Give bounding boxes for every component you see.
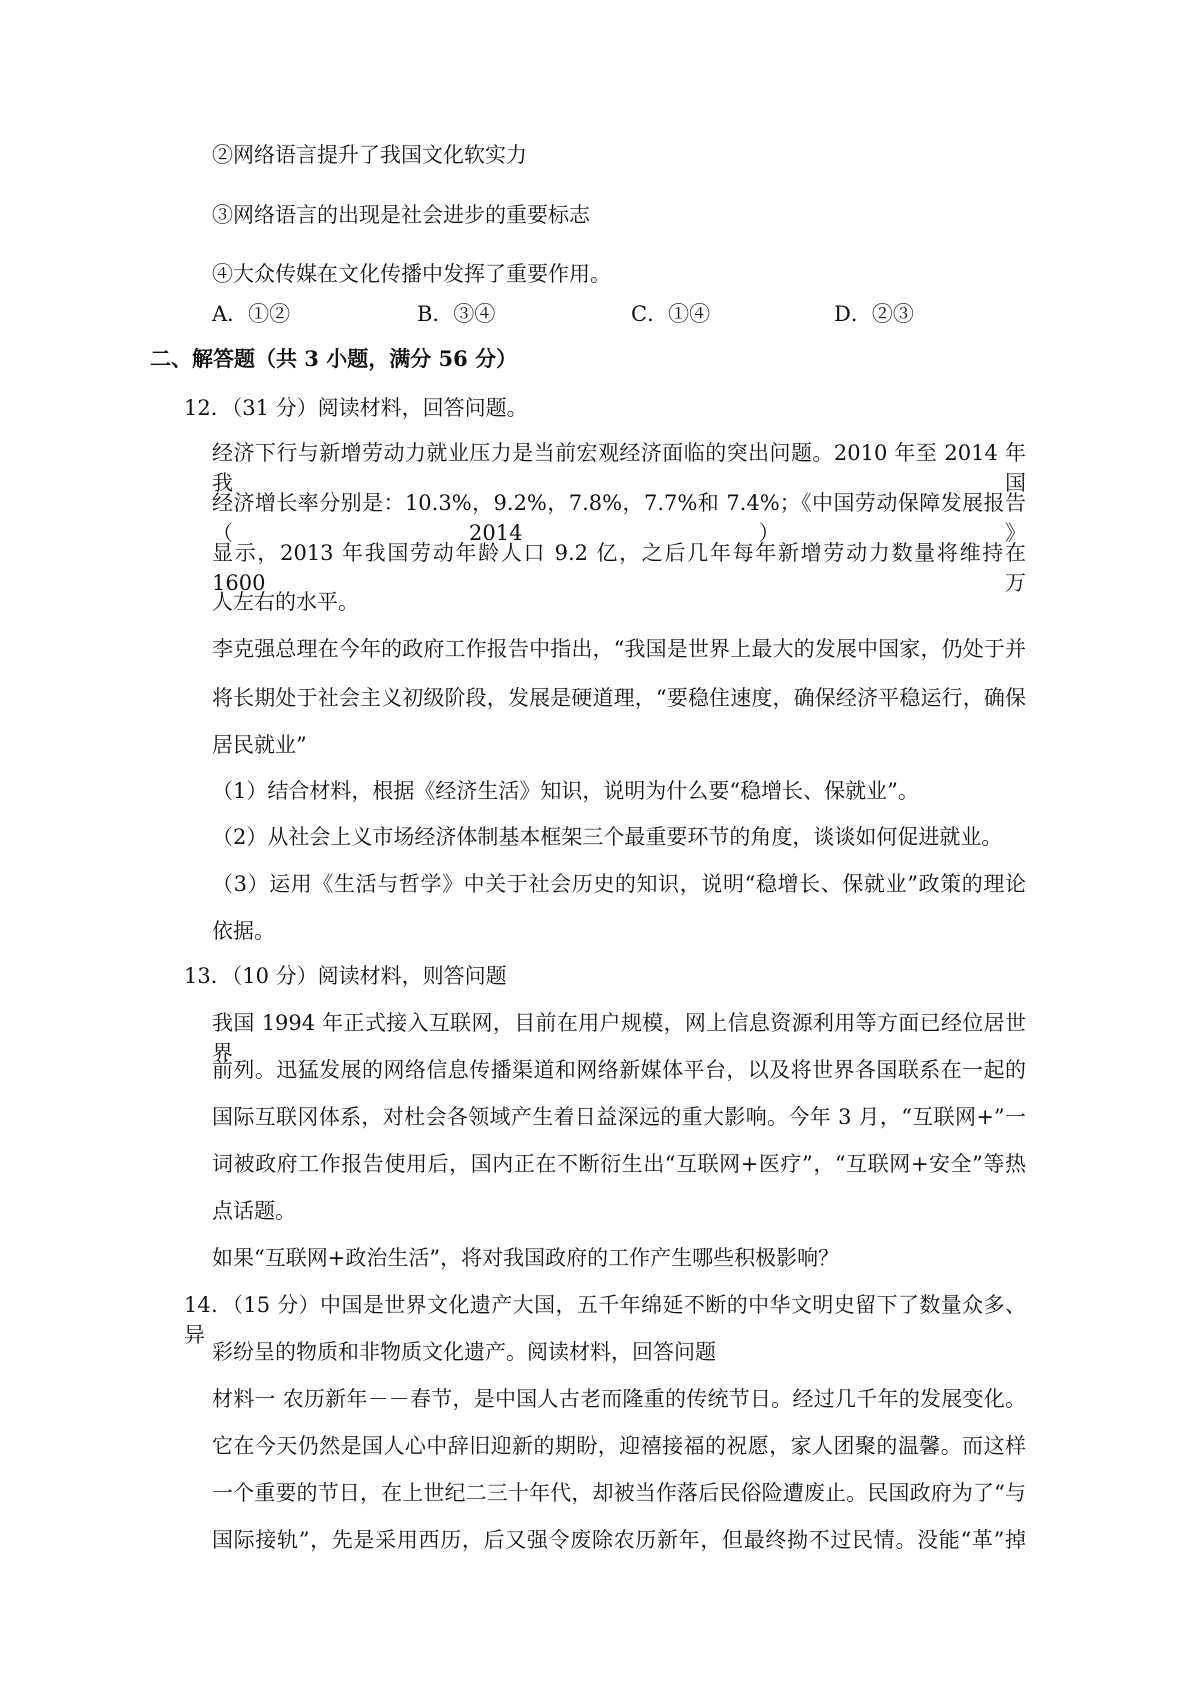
q12-material1-line3: 显示，2013 年我国劳动年龄人口 9.2 亿，之后几年每年新增劳动力数量将维持在 1600 万 bbox=[212, 541, 1026, 595]
q12-material2-line1: 李克强总理在今年的政府工作报告中指出，“我国是世界上最大的发展中国家，仍处于并 bbox=[212, 637, 1026, 661]
q13-material-line1: 我国 1994 年正式接入互联网，目前在用户规模，网上信息资源利用等方面已经位居世界 bbox=[212, 1011, 1026, 1065]
q12-sub3-line1: （3）运用《生活与哲学》中关于社会历史的知识，说明“稳增长、保就业”政策的理论 bbox=[212, 872, 1026, 896]
q12-header: 12．（31 分）阅读材料，回答问题。 bbox=[184, 396, 528, 420]
q12-material2-line3: 居民就业” bbox=[212, 733, 307, 757]
q13-material-line4: 词被政府工作报告使用后，国内正在不断衍生出“互联网+医疗”，“互联网+安全”等热 bbox=[212, 1152, 1026, 1176]
q13-material-line5: 点话题。 bbox=[212, 1199, 296, 1223]
section-title: 二、解答题（共 3 小题，满分 56 分） bbox=[150, 346, 518, 371]
statement-4: ④大众传媒在文化传播中发挥了重要作用。 bbox=[212, 262, 611, 286]
option-c: C．①④ bbox=[631, 302, 711, 326]
q12-sub1: （1）结合材料，根据《经济生活》知识，说明为什么要“稳增长、保就业”。 bbox=[212, 779, 919, 803]
option-a: A．①② bbox=[212, 302, 291, 326]
q13-material-line2: 前列。迅猛发展的网络信息传播渠道和网络新媒体平台，以及将世界各国联系在一起的 bbox=[212, 1058, 1026, 1082]
option-b: B．③④ bbox=[417, 302, 496, 326]
q12-sub2: （2）从社会上义市场经济体制基本框架三个最重要环节的角度，谈谈如何促进就业。 bbox=[212, 825, 1003, 849]
q12-material1-line1: 经济下行与新增劳动力就业压力是当前宏观经济面临的突出问题。2010 年至 2014 年我国 bbox=[212, 441, 1026, 495]
q14-header-line1: 14．（15 分）中国是世界文化遗产大国，五千年绵延不断的中华文明史留下了数量众多、异 bbox=[184, 1293, 1026, 1347]
q13-material-line3: 国际互联冈体系，对杜会各领域产生着日益深远的重大影响。今年 3 月，“互联网+”一 bbox=[212, 1105, 1026, 1129]
q14-header-line2: 彩纷呈的物质和非物质文化遗产。阅读材料，回答问题 bbox=[212, 1340, 716, 1364]
q12-material1-line2: 经济增长率分别是：10.3%，9.2%，7.8%，7.7%和 7.4%；《中国劳动保障发展报告（2014）》 bbox=[212, 491, 1026, 545]
q14-material1-line3: 一个重要的节日，在上世纪二三十年代，却被当作落后民俗险遭废止。民国政府为了“与 bbox=[212, 1481, 1026, 1505]
q13-question: 如果“互联网+政治生活”，将对我国政府的工作产生哪些积极影响？ bbox=[212, 1246, 840, 1270]
q14-material1-line4: 国际接轨”，先是采用西历，后又强令废除农历新年，但最终拗不过民情。没能“革”掉 bbox=[212, 1528, 1026, 1552]
option-d: D．②③ bbox=[834, 302, 914, 326]
q13-header: 13．（10 分）阅读材料，则答问题 bbox=[184, 964, 507, 988]
q14-material1-line1: 材料一 农历新年－－春节，是中国人古老而隆重的传统节日。经过几千年的发展变化。 bbox=[212, 1387, 1026, 1411]
statement-3: ③网络语言的出现是社会进步的重要标志 bbox=[212, 203, 590, 227]
q12-material1-line4: 人左右的水平。 bbox=[212, 590, 359, 614]
q12-material2-line2: 将长期处于社会主义初级阶段，发展是硬道理，“要稳住速度，确保经济平稳运行，确保 bbox=[212, 686, 1026, 710]
q14-material1-line2: 它在今天仍然是国人心中辞旧迎新的期盼，迎禧接福的祝愿，家人团聚的温馨。而这样 bbox=[212, 1434, 1026, 1458]
statement-2: ②网络语言提升了我国文化软实力 bbox=[212, 143, 527, 167]
q12-sub3-line2: 依据。 bbox=[212, 919, 275, 943]
